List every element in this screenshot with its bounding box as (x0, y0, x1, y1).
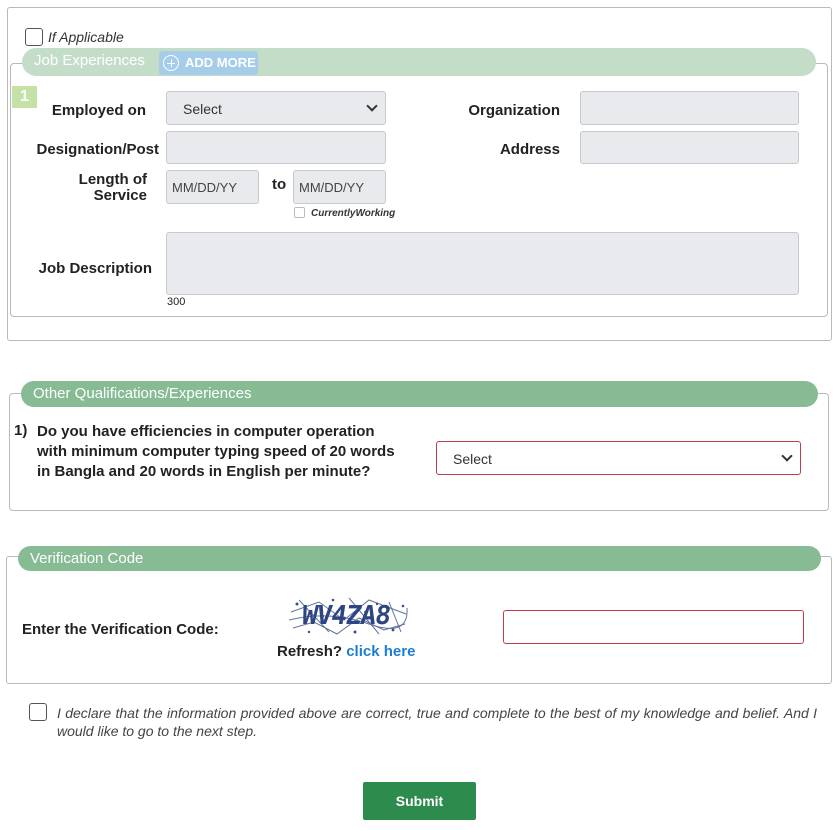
service-from-input[interactable] (166, 170, 259, 204)
question-text: Do you have efficiencies in computer operation with minimum computer typing speed of 20 words in Bangla and 20 words in English per minute? (37, 423, 395, 480)
verification-label: Enter the Verification Code: (22, 621, 219, 638)
if-applicable-label: If Applicable (48, 29, 124, 45)
char-counter: 300 (167, 296, 186, 308)
add-more-label: ADD MORE (185, 55, 256, 70)
to-label: to (272, 176, 287, 193)
refresh-label: Refresh? (277, 643, 343, 660)
job-description-label: Job Description (38, 260, 152, 277)
declaration-checkbox[interactable] (29, 703, 47, 721)
if-applicable-checkbox[interactable] (25, 28, 43, 46)
designation-label: Designation/Post (36, 141, 159, 158)
service-from-placeholder: MM/DD/YY (172, 180, 237, 195)
refresh-link[interactable]: click here (346, 643, 416, 660)
job-description-textarea[interactable] (166, 232, 799, 295)
captcha-refresh (277, 643, 415, 660)
employed-on-label: Employed on (51, 102, 146, 119)
currently-working-label: CurrentlyWorking (311, 208, 396, 219)
plus-circle-icon (163, 55, 179, 71)
chevron-down-icon (366, 100, 377, 111)
verification-title: Verification Code (30, 550, 144, 567)
employed-on-select[interactable] (166, 91, 386, 125)
verification-code-input[interactable] (503, 610, 804, 644)
service-to-input[interactable] (293, 170, 386, 204)
submit-label: Submit (395, 793, 444, 809)
job-experiences-title: Job Experiences (34, 52, 145, 69)
computer-efficiency-value: Select (453, 451, 492, 467)
service-to-placeholder: MM/DD/YY (299, 180, 364, 195)
address-input[interactable] (580, 131, 799, 164)
computer-efficiency-select[interactable] (436, 441, 801, 475)
captcha-image (289, 594, 408, 638)
chevron-down-icon (781, 450, 792, 461)
address-label: Address (499, 141, 560, 158)
employed-on-value: Select (183, 101, 222, 117)
organization-label: Organization (468, 102, 560, 119)
add-more-button[interactable] (159, 51, 258, 75)
job-experiences-header (22, 48, 816, 76)
captcha-text: WV4ZA8 (299, 601, 393, 631)
entry-number: 1 (20, 88, 29, 105)
length-of-service-label: Length of Service (78, 171, 147, 204)
question-number: 1) (14, 422, 28, 439)
organization-input[interactable] (580, 91, 799, 125)
other-qualifications-header (21, 381, 818, 407)
other-qualifications-title: Other Qualifications/Experiences (33, 385, 252, 402)
declaration-text: I declare that the information provided above are correct, true and complete to the best of my knowledge and belief. And I would like to go to the next step. (57, 705, 817, 739)
verification-header (18, 546, 821, 571)
submit-button[interactable] (363, 782, 476, 820)
designation-input[interactable] (166, 131, 386, 164)
currently-working-checkbox[interactable] (294, 207, 305, 218)
